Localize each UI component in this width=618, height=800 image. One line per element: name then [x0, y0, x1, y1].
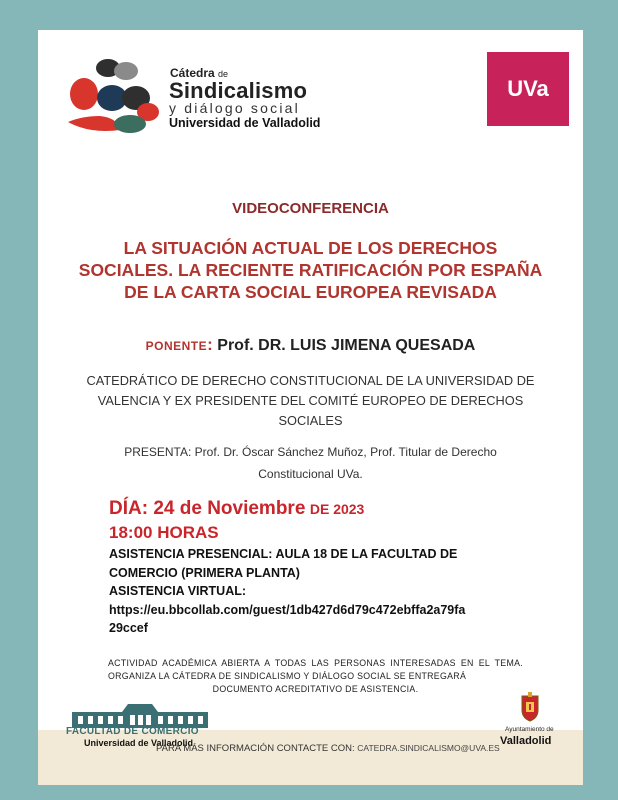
- virtual-label: ASISTENCIA VIRTUAL:: [109, 584, 247, 598]
- contact-email[interactable]: CATEDRA.SINDICALISMO@UVA.ES: [357, 743, 500, 753]
- event-date: DÍA: 24 de Noviembre DE 2023: [109, 498, 365, 519]
- ayuntamiento-label: Ayuntamiento de: [505, 726, 554, 733]
- ponente-name: Prof. DR. LUIS JIMENA QUESADA: [217, 337, 476, 354]
- ayuntamiento-shield-icon: [519, 692, 541, 722]
- universidad-label: Universidad de Valladolid: [169, 116, 321, 130]
- footer-note: [108, 657, 523, 696]
- footer-note-2: DOCUMENTO ACREDITATIVO DE ASISTENCIA.: [212, 684, 419, 694]
- virtual-url-1[interactable]: https://eu.bbcollab.com/guest/1db427d6d79c472ebffa2a79fa: [109, 602, 466, 617]
- catedra-logo-icon: [60, 54, 160, 142]
- virtual-url-2[interactable]: 29ccef: [109, 621, 148, 635]
- contact-line: [156, 743, 500, 754]
- contact-label: PARA MÁS INFORMACIÓN CONTACTE CON:: [156, 743, 355, 754]
- event-time: 18:00 HORAS: [109, 523, 219, 542]
- dialogo-label: y diálogo social: [169, 100, 300, 116]
- facultad-univ-label: Universidad de Valladolid: [84, 738, 194, 748]
- valladolid-label: Valladolid: [500, 735, 552, 747]
- presencial-line-2: COMERCIO (PRIMERA PLANTA): [109, 565, 300, 580]
- facultad-label: FACULTAD DE COMERCIO: [66, 726, 199, 737]
- catedra-label: Cátedra de: [170, 66, 229, 80]
- attendance-info: [109, 545, 529, 638]
- event-title: LA SITUACIÓN ACTUAL DE LOS DERECHOS SOCIALES. LA RECIENTE RATIFICACIÓN POR ESPAÑA DE LA CARTA SOCIAL EUROPEA REVISADA: [78, 238, 543, 302]
- footer-note-1: ACTIVIDAD ACADÉMICA ABIERTA A TODAS LAS PERSONAS INTERESADAS EN EL TEMA. ORGANIZA LA CÁTEDRA DE SINDICALISMO Y DIÁLOGO SOCIAL SE ENTREGARÁ: [108, 658, 523, 681]
- uva-logo: UVa: [487, 52, 569, 126]
- ponente-colon: :: [207, 335, 213, 354]
- sindicalismo-label: Sindicalismo: [169, 78, 308, 103]
- presencial-line-1: ASISTENCIA PRESENCIAL: AULA 18 DE LA FACULTAD DE: [109, 547, 458, 561]
- event-type: VIDEOCONFERENCIA: [232, 200, 389, 217]
- ponente-label: PONENTE: [145, 339, 208, 353]
- poster-card: [38, 30, 583, 785]
- ponente-line: [38, 335, 583, 355]
- ponente-cargo: CATEDRÁTICO DE DERECHO CONSTITUCIONAL DE LA UNIVERSIDAD DE VALENCIA Y EX PRESIDENTE DEL COMITÉ EUROPEO DE DERECHOS SOCIALES: [86, 373, 535, 428]
- presenta-text: PRESENTA: Prof. Dr. Óscar Sánchez Muñoz, Prof. Titular de Derecho Constitucional UVa.: [124, 445, 497, 481]
